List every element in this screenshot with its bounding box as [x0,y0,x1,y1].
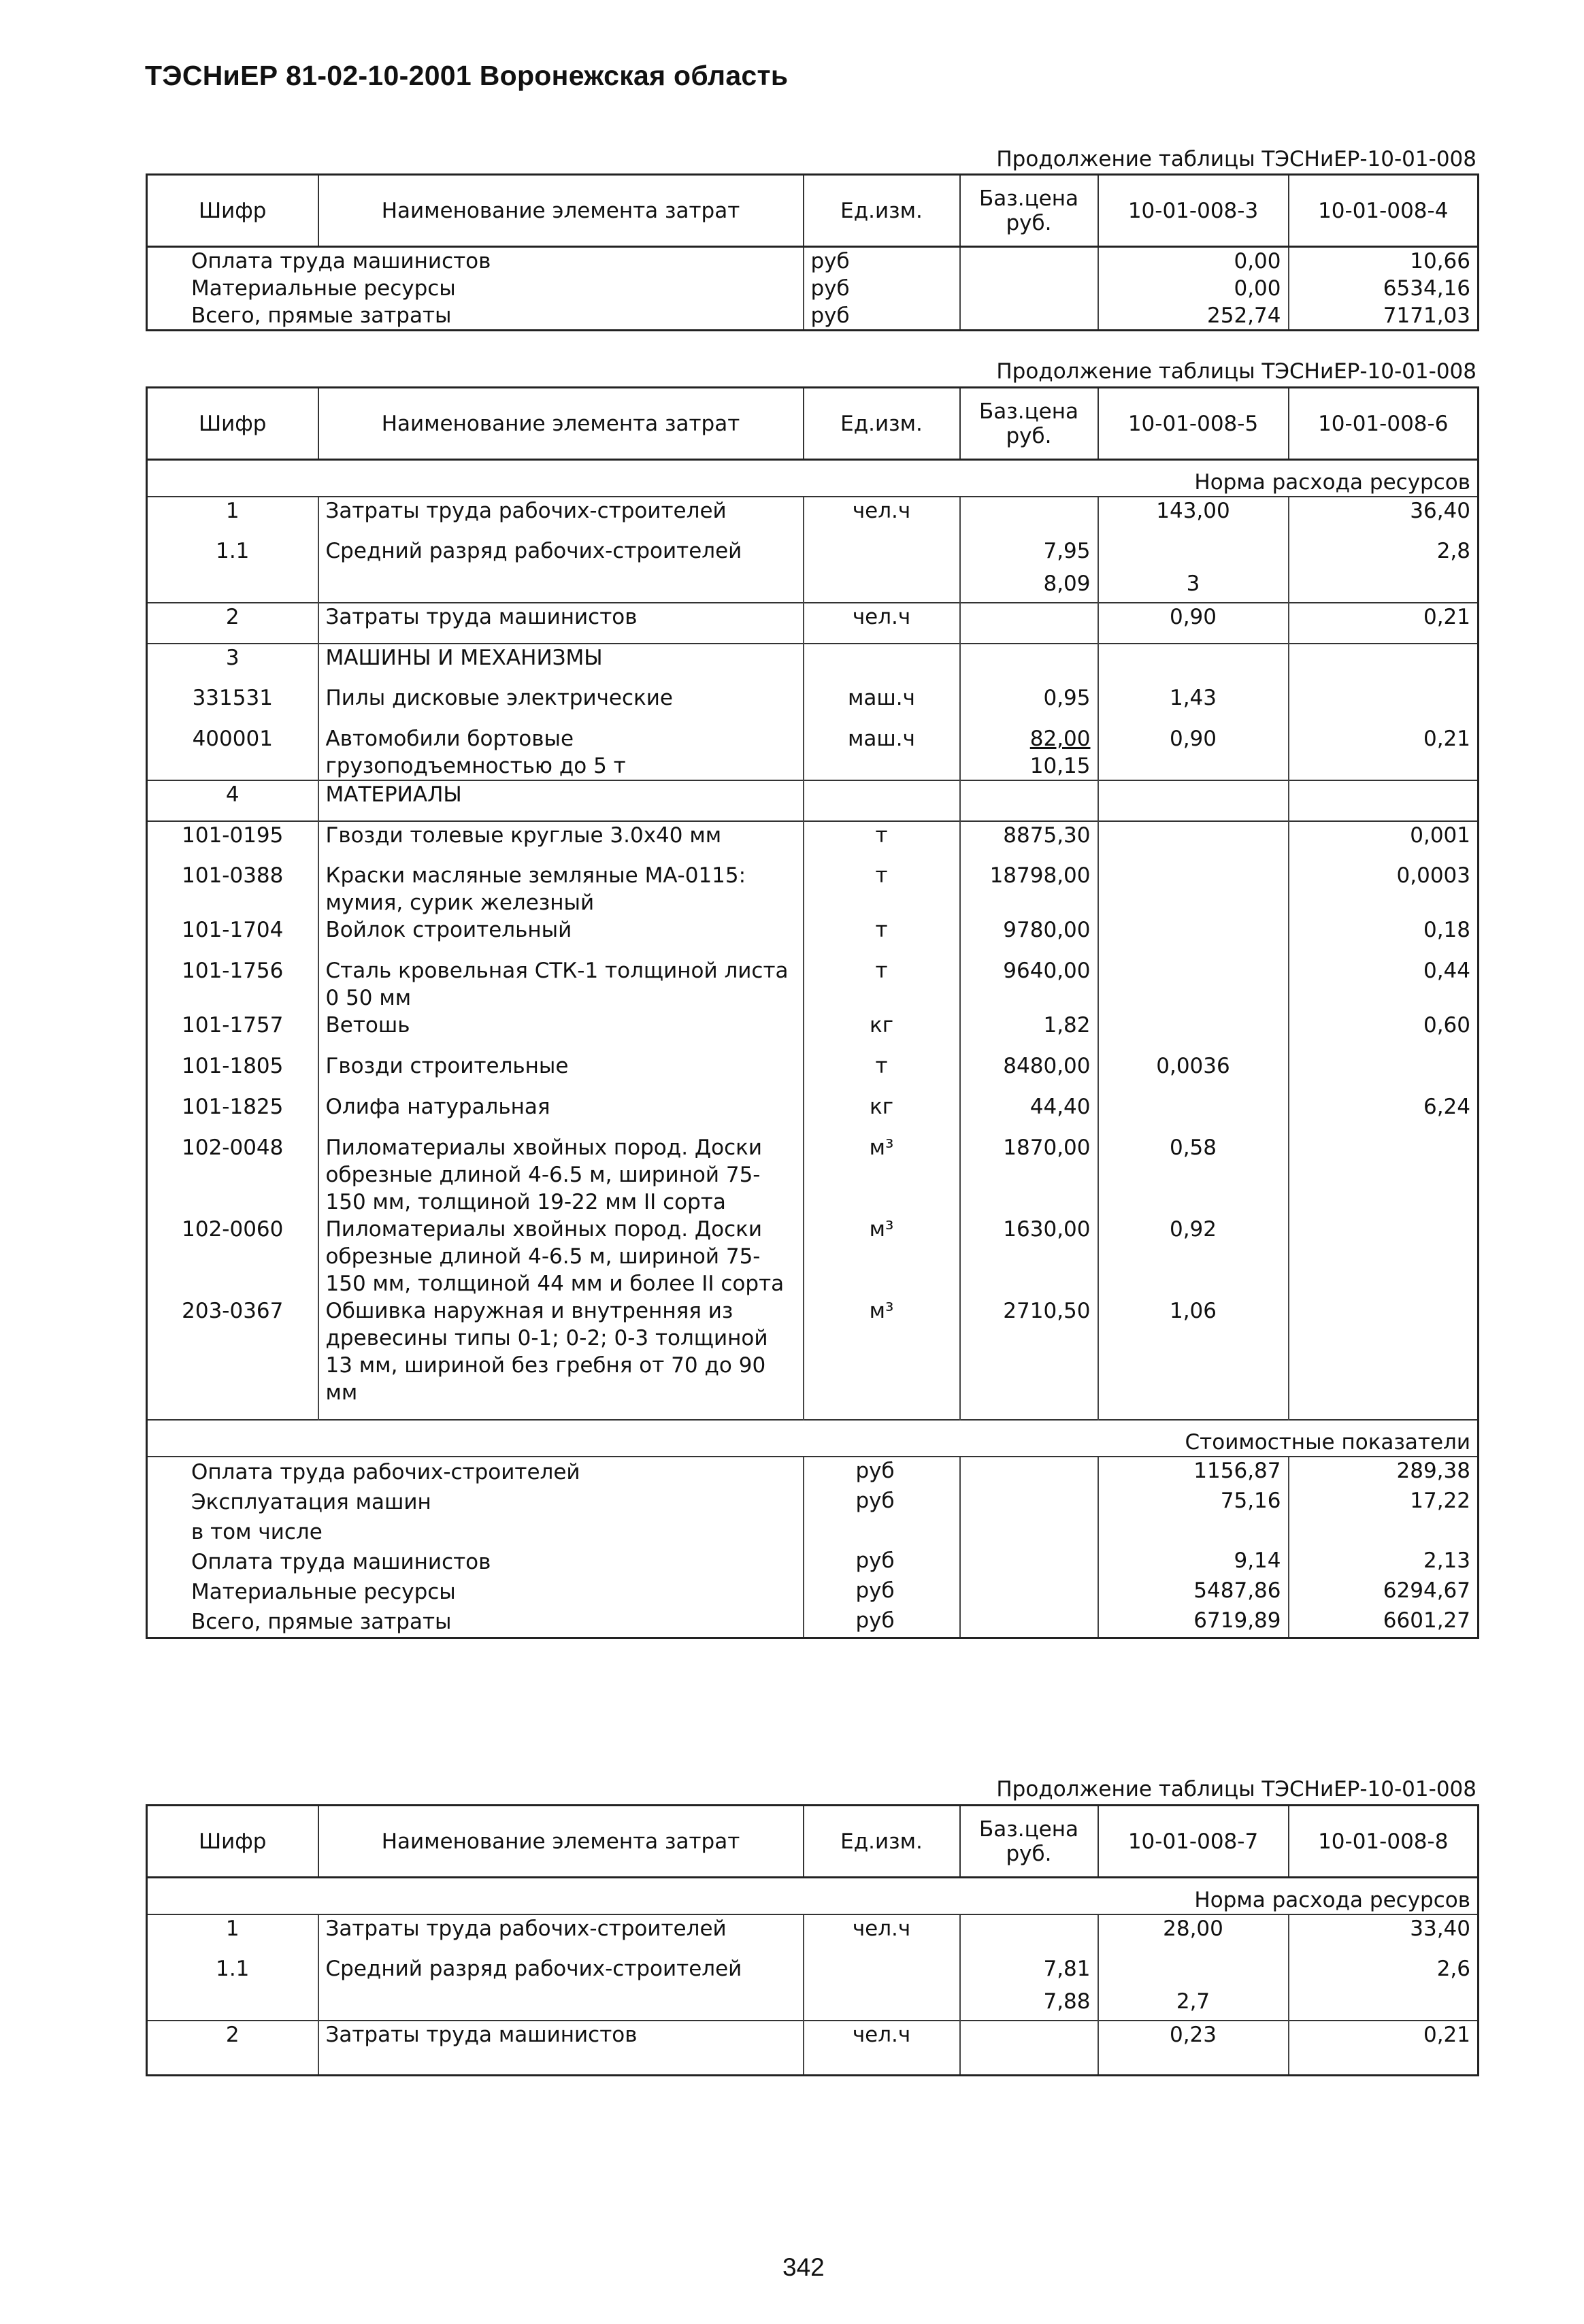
row-name: Обшивка наружная и внутренняя из древесины типы 0-1; 0-2; 0-3 толщиной 13 мм, шириной без гребня от 70 до 90 мм [318,1297,804,1406]
row-value-2: 0,001 [1289,821,1479,862]
table-row [147,1012,1479,1052]
header-col-2: 10-01-008-8 [1289,1806,1479,1878]
row-value-1: 0,90 [1098,603,1289,644]
table-row [147,1052,1479,1093]
cost-label: Стоимостные показатели [147,1420,1479,1457]
table-header-row [147,175,1479,247]
row-value-2: 7171,03 [1289,302,1479,331]
row-name: Всего, прямые затраты [147,302,804,331]
row-price [960,570,1098,603]
row-price-value: 7,88 [1043,1989,1091,2014]
header-code: Шифр [147,1806,318,1878]
document-title: ТЭСНиЕР 81-02-10-2001 Воронежская область [145,60,789,91]
row-name: Затраты труда рабочих-строителей [318,497,804,537]
table-header-row [147,1806,1479,1878]
summary-row [147,1577,1479,1607]
summary-value-2: 6601,27 [1289,1607,1479,1638]
row-name: Олифа натуральная [318,1093,804,1134]
norm-label: Норма расхода ресурсов [147,460,1479,497]
row-price [960,862,1098,916]
row-value-1: 0,00 [1098,247,1289,276]
row-value-2 [1289,1052,1479,1093]
row-code: 101-1756 [147,957,318,1012]
row-price [960,1134,1098,1216]
row-code: 203-0367 [147,1297,318,1406]
row-price-value: 8,09 [1043,571,1091,596]
row-value-1: 2,7 [1098,1988,1289,2021]
row-code: 2 [147,603,318,644]
table-row [147,821,1479,862]
row-code: 1 [147,497,318,537]
summary-row [147,1487,1479,1517]
row-unit: м³ [804,1134,960,1216]
header-name: Наименование элемента затрат [318,175,804,247]
row-value-2 [1289,1216,1479,1297]
table-row [147,537,1479,570]
table-row [147,1988,1479,2021]
row-unit: чел.ч [804,497,960,537]
row-price [960,1988,1098,2021]
summary-value-1: 6719,89 [1098,1607,1289,1638]
row-name: МАТЕРИАЛЫ [318,780,804,821]
row-price-value-2: 10,15 [1029,754,1091,778]
row-price [960,1012,1098,1052]
table-row [147,1914,1479,1955]
row-value-2: 6,24 [1289,1093,1479,1134]
header-col-2: 10-01-008-4 [1289,175,1479,247]
row-name: Гвозди строительные [318,1052,804,1093]
resource-table-1 [146,173,1479,331]
row-code: 101-1805 [147,1052,318,1093]
row-code: 400001 [147,725,318,780]
row-code: 1.1 [147,1955,318,1988]
row-name: Средний разряд рабочих-строителей [318,1955,804,1988]
summary-value-1: 9,14 [1098,1547,1289,1577]
header-unit: Ед.изм. [804,388,960,460]
header-unit: Ед.изм. [804,175,960,247]
row-name: Пиломатериалы хвойных пород. Доски обрезные длиной 4-6.5 м, шириной 75-150 мм, толщиной 19-22 мм II сорта [318,1134,804,1216]
row-price [960,1914,1098,1955]
row-unit: т [804,821,960,862]
header-price: Баз.цена руб. [960,388,1098,460]
row-name [318,570,804,603]
row-code: 102-0048 [147,1134,318,1216]
row-value-2: 0,21 [1289,603,1479,644]
summary-row [147,1457,1479,1487]
row-value-2: 2,6 [1289,1955,1479,1988]
table-row [147,725,1479,780]
row-unit: т [804,916,960,957]
row-value-2: 0,21 [1289,2021,1479,2061]
row-code: 331531 [147,684,318,725]
summary-name: Оплата труда рабочих-строителей [191,1460,580,1484]
row-price-value: 1,82 [1043,1013,1091,1038]
row-name: Краски масляные земляные МА-0115: мумия, сурик железный [318,862,804,916]
header-code: Шифр [147,388,318,460]
row-price [960,497,1098,537]
row-price-value: 7,95 [1043,539,1091,563]
row-value-1 [1098,780,1289,821]
row-value-1 [1098,916,1289,957]
row-unit: кг [804,1012,960,1052]
table-row [147,1134,1479,1216]
row-name: Автомобили бортовые грузоподъемностью до 5 т [318,725,804,780]
row-value-2 [1289,1297,1479,1406]
row-code: 102-0060 [147,1216,318,1297]
row-price-value: 18798,00 [989,863,1091,888]
row-price [960,684,1098,725]
row-code: 3 [147,644,318,684]
row-value-1 [1098,862,1289,916]
table-row [147,1955,1479,1988]
row-price-value: 1630,00 [1003,1217,1091,1242]
table-row [147,2021,1479,2061]
row-unit: кг [804,1093,960,1134]
row-code: 2 [147,2021,318,2061]
summary-unit: руб [804,1577,960,1607]
table-row [147,957,1479,1012]
table-row [147,302,1479,331]
row-price [960,603,1098,644]
row-value-1 [1098,1093,1289,1134]
row-unit: т [804,862,960,916]
row-unit: т [804,957,960,1012]
row-price [960,780,1098,821]
row-value-2: 10,66 [1289,247,1479,276]
row-value-2: 36,40 [1289,497,1479,537]
row-name: Ветошь [318,1012,804,1052]
row-code [147,570,318,603]
table-row [147,247,1479,276]
row-unit [804,1988,960,2021]
header-unit: Ед.изм. [804,1806,960,1878]
summary-value-1: 75,16 [1098,1487,1289,1517]
row-value-2: 0,21 [1289,725,1479,780]
summary-value-1 [1098,1517,1289,1547]
row-value-2: 6534,16 [1289,275,1479,302]
row-value-2: 0,44 [1289,957,1479,1012]
header-price: Баз.цена руб. [960,1806,1098,1878]
row-price [960,1297,1098,1406]
row-name: МАШИНЫ И МЕХАНИЗМЫ [318,644,804,684]
summary-unit: руб [804,1487,960,1517]
row-price [960,957,1098,1012]
row-name: Средний разряд рабочих-строителей [318,537,804,570]
row-code: 101-0195 [147,821,318,862]
row-price-value: 2710,50 [1003,1299,1091,1323]
table-caption: Продолжение таблицы ТЭСНиЕР-10-01-008 [996,359,1476,384]
summary-value-1: 1156,87 [1098,1457,1289,1487]
row-name: Материальные ресурсы [147,275,804,302]
row-name: Затраты труда машинистов [318,2021,804,2061]
row-value-1 [1098,1955,1289,1988]
row-value-2 [1289,780,1479,821]
summary-row [147,1517,1479,1547]
row-price [960,2021,1098,2061]
header-name: Наименование элемента затрат [318,1806,804,1878]
row-value-1: 1,43 [1098,684,1289,725]
row-value-2 [1289,644,1479,684]
row-price-value: 7,81 [1043,1957,1091,1981]
table-row [147,1216,1479,1297]
row-value-1: 28,00 [1098,1914,1289,1955]
header-col-1: 10-01-008-7 [1098,1806,1289,1878]
row-unit [804,780,960,821]
row-unit: т [804,1052,960,1093]
row-name: Пилы дисковые электрические [318,684,804,725]
row-value-1: 0,0036 [1098,1052,1289,1093]
table-row [147,603,1479,644]
row-price-value: 8875,30 [1003,823,1091,848]
row-value-2: 0,18 [1289,916,1479,957]
row-value-1: 252,74 [1098,302,1289,331]
page-number: 342 [782,2253,825,2281]
header-col-2: 10-01-008-6 [1289,388,1479,460]
row-unit: чел.ч [804,2021,960,2061]
row-price [960,644,1098,684]
row-price [960,1052,1098,1093]
table-row [147,1093,1479,1134]
table-row [147,570,1479,603]
row-value-2: 33,40 [1289,1914,1479,1955]
summary-row [147,1547,1479,1577]
summary-name: Всего, прямые затраты [191,1610,452,1634]
row-price-value: 9780,00 [1003,918,1091,942]
row-unit: руб [804,302,960,331]
row-value-1 [1098,957,1289,1012]
summary-value-2: 6294,67 [1289,1577,1479,1607]
row-value-1: 0,90 [1098,725,1289,780]
row-value-1: 0,00 [1098,275,1289,302]
row-price-value: 9640,00 [1003,959,1091,983]
row-price-value: 1870,00 [1003,1135,1091,1160]
header-col-1: 10-01-008-3 [1098,175,1289,247]
summary-name: в том числе [191,1520,323,1544]
row-value-1: 1,06 [1098,1297,1289,1406]
row-value-1: 143,00 [1098,497,1289,537]
table-caption: Продолжение таблицы ТЭСНиЕР-10-01-008 [996,1777,1476,1802]
row-value-1 [1098,537,1289,570]
summary-value-2: 289,38 [1289,1457,1479,1487]
table-row [147,780,1479,821]
row-price [960,1093,1098,1134]
row-price [960,916,1098,957]
row-price [960,821,1098,862]
row-value-1 [1098,821,1289,862]
table-row [147,644,1479,684]
row-value-1 [1098,644,1289,684]
row-value-1: 0,23 [1098,2021,1289,2061]
row-value-2: 0,60 [1289,1012,1479,1052]
row-value-2: 0,0003 [1289,862,1479,916]
row-code: 101-0388 [147,862,318,916]
resource-table-2 [146,386,1479,1639]
table-row [147,684,1479,725]
row-unit: чел.ч [804,603,960,644]
row-name: Затраты труда машинистов [318,603,804,644]
row-name [318,1988,804,2021]
row-code: 101-1704 [147,916,318,957]
row-value-1: 3 [1098,570,1289,603]
table-row [147,862,1479,916]
table-row [147,275,1479,302]
row-code: 1.1 [147,537,318,570]
row-price [960,1955,1098,1988]
row-unit [804,644,960,684]
row-name: Затраты труда рабочих-строителей [318,1914,804,1955]
row-price-value: 44,40 [1029,1095,1091,1119]
row-value-2 [1289,1988,1479,2021]
row-code: 4 [147,780,318,821]
row-value-2 [1289,570,1479,603]
row-name: Пиломатериалы хвойных пород. Доски обрезные длиной 4-6.5 м, шириной 75-150 мм, толщиной 44 мм и более II сорта [318,1216,804,1297]
row-unit: м³ [804,1216,960,1297]
row-unit: м³ [804,1297,960,1406]
row-name: Войлок строительный [318,916,804,957]
summary-unit: руб [804,1457,960,1487]
summary-value-1: 5487,86 [1098,1577,1289,1607]
row-unit [804,570,960,603]
row-value-1: 0,58 [1098,1134,1289,1216]
row-unit: маш.ч [804,684,960,725]
table-caption: Продолжение таблицы ТЭСНиЕР-10-01-008 [996,147,1476,171]
table-row [147,497,1479,537]
row-unit [804,1955,960,1988]
row-price [960,725,1098,780]
row-unit [804,537,960,570]
header-code: Шифр [147,175,318,247]
table-row [147,1297,1479,1406]
row-code: 1 [147,1914,318,1955]
row-value-1 [1098,1012,1289,1052]
summary-value-2: 17,22 [1289,1487,1479,1517]
row-price [960,1216,1098,1297]
row-name: Гвозди толевые круглые 3.0х40 мм [318,821,804,862]
summary-row [147,1607,1479,1638]
summary-name: Оплата труда машинистов [191,1550,491,1574]
row-value-2 [1289,1134,1479,1216]
row-code [147,1988,318,2021]
row-price-value: 0,95 [1043,686,1091,710]
table-row [147,916,1479,957]
row-unit: руб [804,275,960,302]
row-code: 101-1757 [147,1012,318,1052]
header-col-1: 10-01-008-5 [1098,388,1289,460]
norm-label: Норма расхода ресурсов [147,1878,1479,1915]
row-name: Сталь кровельная СТК-1 толщиной листа 0 50 мм [318,957,804,1012]
row-code: 101-1825 [147,1093,318,1134]
summary-name: Материальные ресурсы [191,1580,456,1604]
row-value-2 [1289,684,1479,725]
row-price-value: 82,00 [1029,727,1091,751]
table-header-row [147,388,1479,460]
summary-unit: руб [804,1607,960,1638]
row-price [960,537,1098,570]
summary-unit: руб [804,1547,960,1577]
header-name: Наименование элемента затрат [318,388,804,460]
row-price-value: 8480,00 [1003,1054,1091,1078]
header-price: Баз.цена руб. [960,175,1098,247]
row-value-1: 0,92 [1098,1216,1289,1297]
resource-table-3 [146,1804,1479,2076]
summary-unit [804,1517,960,1547]
row-unit: маш.ч [804,725,960,780]
row-unit: руб [804,247,960,276]
summary-value-2 [1289,1517,1479,1547]
row-value-2: 2,8 [1289,537,1479,570]
row-unit: чел.ч [804,1914,960,1955]
summary-value-2: 2,13 [1289,1547,1479,1577]
summary-name: Эксплуатация машин [191,1490,431,1514]
row-name: Оплата труда машинистов [147,247,804,276]
